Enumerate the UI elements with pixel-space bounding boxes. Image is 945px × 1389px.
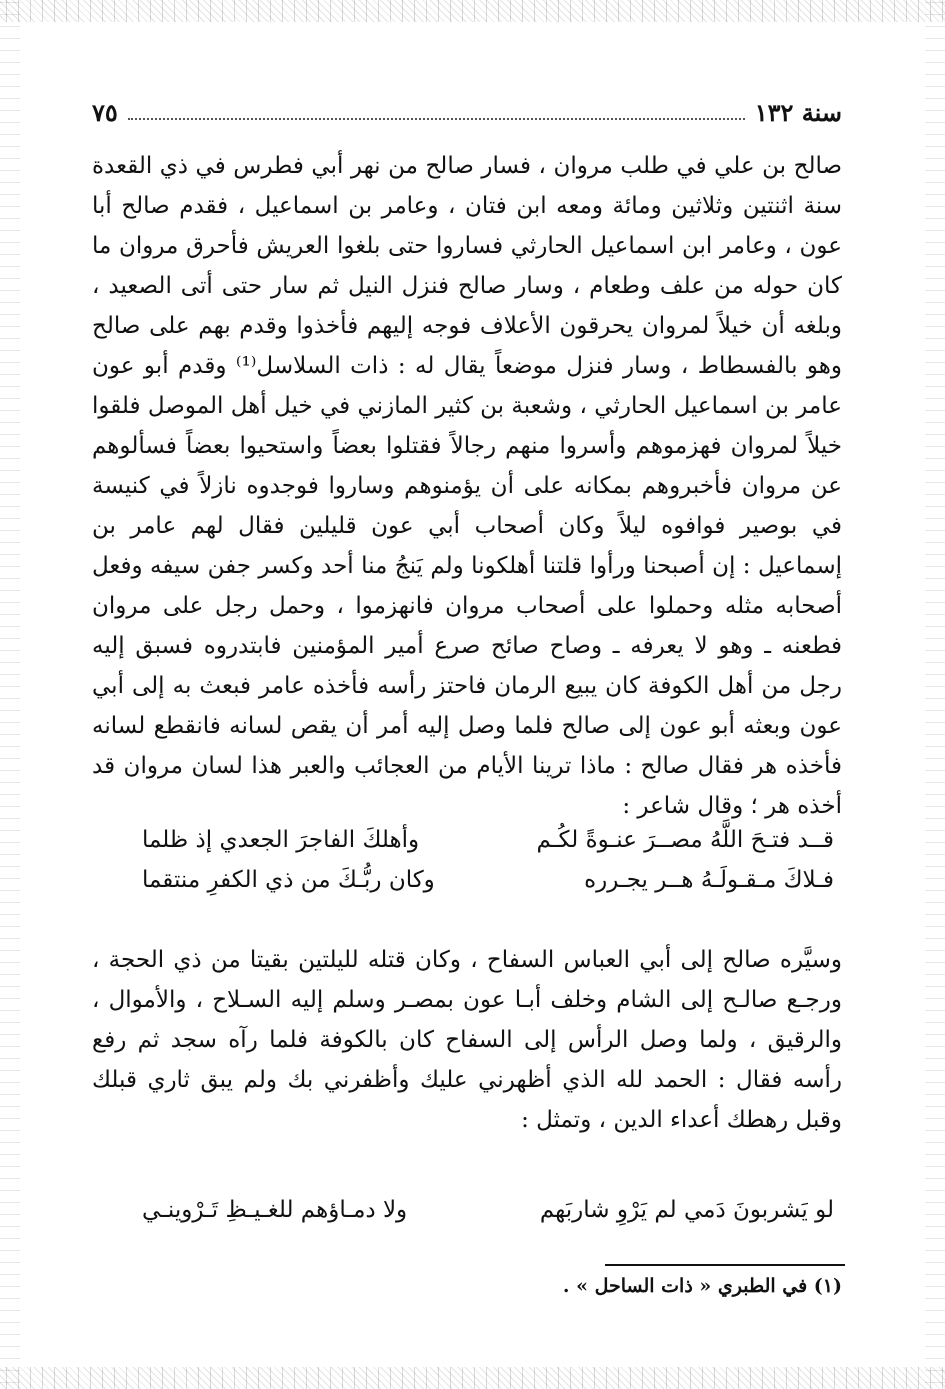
- decorative-left-border: [0, 0, 20, 1389]
- verse-line: [92, 860, 842, 900]
- main-text-2: [92, 940, 842, 1140]
- paragraph-1: صالح بن علي في طلب مروان ، فسار صالح من نهر أبي فطرس في ذي القعدة سنة اثنتين وثلاثين ومائة ومعه ابن فتان ، وعامر بن اسماعيل ، فقدم صالح أبا عون ، وعامر ابن اسماعيل الحارثي فساروا حتى بلغوا العريش فأحرق مروان ما كان حوله من علف وطعام ، وسار صالح فنزل النيل ثم سار حتى أتى الصعيد ، وبلغه أن خيلاً لمروان يحرقون الأعلاف فوجه إليهم فأخذوا وقدم بهم على صالح وهو بالفسطاط ، وسار فنزل موضعاً يقال له : ذات السلاسل⁽¹⁾ وقدم أبو عون عامر بن اسماعيل الحارثي ، وشعبة بن كثير المازني في خيل أهل الموصل فلقوا خيلاً لمروان فهزموهم وأسروا منهم رجالاً فقتلوا بعضاً واستحيوا بعضاً فسألوهم عن مروان فأخبروهم بمكانه على أن يؤمنوهم وساروا فوجدوه نازلاً في كنيسة في بوصير فوافوه ليلاً وكان أصحاب أبي عون قليلين فقال لهم عامر بن إسماعيل : إن أصبحنا ورأوا قلتنا أهلكونا ولم يَنجُ منا أحد وكسر جفن سيفه وفعل أصحابه مثله وحملوا على أصحاب مروان فانهزموا ، وحمل رجل على مروان فطعنه ـ وهو لا يعرفه ـ وصاح صائح صرع أمير المؤمنين فابتدروه فسبق إليه رجل من أهل الكوفة كان يبيع الرمان فاحتز رأسه فأخذه عامر فبعث به إلى أبي عون وبعثه أبو عون إلى صالح فلما وصل إليه أمر أن يقص لسانه فانقطع لسانه فأخذه هر فقال صالح : ماذا ترينا الأيام من العجائب والعبر هذا لسان مروان قد أخذه هر ؛ وقال شاعر :: [92, 153, 843, 819]
- running-head: سنة ١٣٢: [754, 97, 842, 127]
- verse-line: [92, 1190, 842, 1230]
- decorative-right-border: [925, 0, 945, 1389]
- verse-first-hemistich: قــد فتـحَ اللَّهُ مصــرَ عنـوةً لكُـم: [536, 827, 834, 853]
- verse-line: [92, 820, 842, 860]
- page-header: [92, 92, 842, 132]
- paragraph-2: وسيَّره صالح إلى أبي العباس السفاح ، وكان قتله لليلتين بقيتا من ذي الحجة ، ورجـع صالـح إلى الشام وخلف أبـا عون بمصـر وسلم إليه السـلاح ، والأموال ، والرقيق ، ولما وصل الرأس إلى السفاح كان بالكوفة فلما رآه سجد ثم رفع رأسه فقال : الحمد لله الذي أظهرني عليك وأظفرني بك ولم يبق ثاري قبلك وقبل رهطك أعداء الدين ، وتمثل :: [92, 947, 842, 1133]
- verse-block-2: [92, 1190, 842, 1230]
- verse-second-hemistich: وأهلكَ الفاجرَ الجعدي إذ ظلما: [142, 827, 420, 853]
- verse-second-hemistich: ولا دمـاؤهم للغـيـظِ تَـرْوينـي: [142, 1197, 408, 1223]
- decorative-top-border: [0, 0, 945, 22]
- footnote-separator: [605, 1264, 845, 1266]
- page-number: ٧٥: [92, 97, 118, 127]
- verse-first-hemistich: لو يَشربونَ دَمي لم يَرْوِ شاربَهم: [539, 1197, 834, 1223]
- footnote: (١) في الطبري « ذات الساحل » .: [562, 1275, 842, 1297]
- verse-second-hemistich: وكان ربُّـكَ من ذي الكفرِ منتقما: [142, 867, 435, 893]
- main-text: [92, 146, 842, 826]
- verse-first-hemistich: فـلاكَ مـقـولَـهُ هــر يجـرره: [584, 867, 834, 893]
- header-dotted-leader: [128, 104, 745, 120]
- verse-block-1: [92, 820, 842, 900]
- decorative-bottom-border: [0, 1367, 945, 1389]
